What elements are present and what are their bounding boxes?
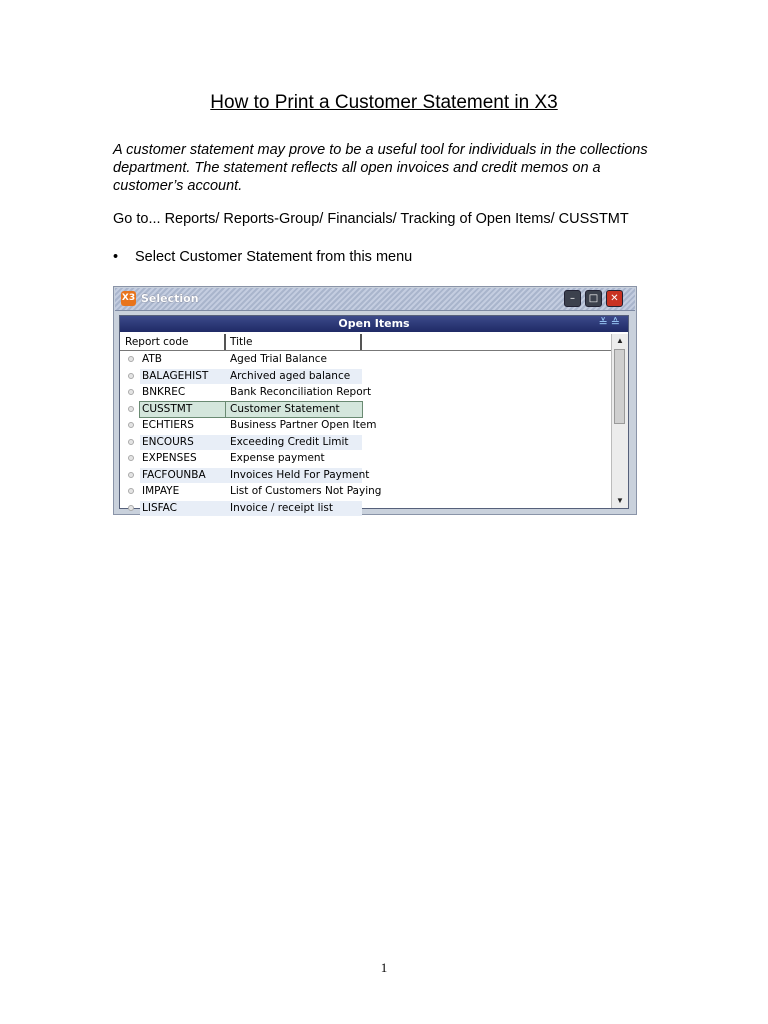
report-title-cell[interactable]: Bank Reconciliation Report bbox=[230, 386, 372, 398]
report-code-cell[interactable]: FACFOUNBA bbox=[140, 468, 228, 483]
row-bullet-icon bbox=[128, 389, 134, 395]
scroll-up-arrow-icon[interactable]: ▲ bbox=[616, 336, 624, 345]
scroll-down-arrow-icon[interactable]: ▼ bbox=[616, 496, 624, 505]
page-number: 1 bbox=[380, 960, 388, 975]
list-item[interactable] bbox=[120, 352, 612, 369]
report-code-cell[interactable]: IMPAYE bbox=[142, 485, 180, 497]
list-item[interactable] bbox=[120, 369, 612, 386]
report-code-cell[interactable]: BNKREC bbox=[142, 386, 186, 398]
report-title-cell[interactable]: Expense payment bbox=[230, 452, 325, 464]
list-item[interactable] bbox=[120, 418, 612, 435]
list-item[interactable] bbox=[120, 484, 612, 501]
x3-app-icon: X3 bbox=[121, 291, 136, 306]
report-code-cell[interactable]: ENCOURS bbox=[140, 435, 228, 450]
report-title-cell[interactable]: Invoice / receipt list bbox=[226, 501, 362, 516]
report-title-cell[interactable]: Exceeding Credit Limit bbox=[226, 435, 362, 450]
selection-window bbox=[113, 286, 637, 515]
row-bullet-icon bbox=[128, 439, 134, 445]
scrollbar-thumb[interactable] bbox=[614, 349, 625, 424]
report-title-cell[interactable]: List of Customers Not Paying bbox=[230, 485, 382, 497]
report-title-cell[interactable]: Aged Trial Balance bbox=[230, 353, 327, 365]
list-item[interactable] bbox=[120, 402, 612, 419]
column-resize-handle[interactable] bbox=[224, 334, 226, 350]
column-resize-handle[interactable] bbox=[360, 334, 362, 350]
vertical-scrollbar[interactable] bbox=[611, 334, 628, 508]
row-bullet-icon bbox=[128, 373, 134, 379]
open-items-panel bbox=[119, 315, 629, 514]
report-title-cell[interactable]: Customer Statement bbox=[226, 402, 362, 417]
report-code-cell[interactable]: EXPENSES bbox=[142, 452, 197, 464]
report-title-cell[interactable]: Archived aged balance bbox=[226, 369, 362, 384]
close-button[interactable]: ✕ bbox=[606, 290, 623, 307]
report-code-cell[interactable]: ECHTIERS bbox=[142, 419, 194, 431]
report-title-cell[interactable]: Invoices Held For Payment bbox=[226, 468, 362, 483]
document-title: How to Print a Customer Statement in X3 bbox=[210, 92, 558, 113]
minimize-button[interactable]: – bbox=[564, 290, 581, 307]
row-bullet-icon bbox=[128, 455, 134, 461]
row-bullet-icon bbox=[128, 406, 134, 412]
column-header-row bbox=[120, 334, 612, 351]
column-header-report-code[interactable]: Report code bbox=[125, 336, 189, 348]
row-bullet-icon bbox=[128, 488, 134, 494]
list-item[interactable] bbox=[120, 385, 612, 402]
panel-title: Open Items bbox=[338, 317, 410, 330]
maximize-button[interactable]: □ bbox=[585, 290, 602, 307]
report-code-cell[interactable]: LISFAC bbox=[140, 501, 228, 516]
report-code-cell[interactable]: CUSSTMT bbox=[140, 402, 228, 417]
window-title: Selection bbox=[141, 292, 199, 305]
report-title-cell[interactable]: Business Partner Open Item bbox=[230, 419, 377, 431]
collapse-expand-icon[interactable]: ≚ ≙ bbox=[598, 317, 620, 329]
report-code-cell[interactable]: ATB bbox=[142, 353, 162, 365]
list-item[interactable] bbox=[120, 501, 612, 518]
bullet-text: Select Customer Statement from this menu bbox=[135, 249, 413, 265]
intro-paragraph: A customer statement may prove to be a useful tool for individuals in the collections department. The statement reflects all open invoices and credit memos on a customer’s account. bbox=[113, 142, 648, 194]
column-header-title[interactable]: Title bbox=[230, 336, 253, 348]
list-item[interactable] bbox=[120, 468, 612, 485]
bullet-dot-icon: • bbox=[113, 249, 119, 265]
row-bullet-icon bbox=[128, 356, 134, 362]
row-bullet-icon bbox=[128, 505, 134, 511]
list-item[interactable] bbox=[120, 435, 612, 452]
bullet-instruction bbox=[113, 249, 412, 265]
list-item[interactable] bbox=[120, 451, 612, 468]
report-list bbox=[120, 352, 612, 517]
row-bullet-icon bbox=[128, 422, 134, 428]
window-titlebar[interactable] bbox=[115, 288, 635, 311]
report-code-cell[interactable]: BALAGEHIST bbox=[140, 369, 228, 384]
panel-header bbox=[120, 316, 628, 332]
row-bullet-icon bbox=[128, 472, 134, 478]
menu-path-instruction: Go to... Reports/ Reports-Group/ Financials/ Tracking of Open Items/ CUSSTMT bbox=[113, 211, 629, 227]
